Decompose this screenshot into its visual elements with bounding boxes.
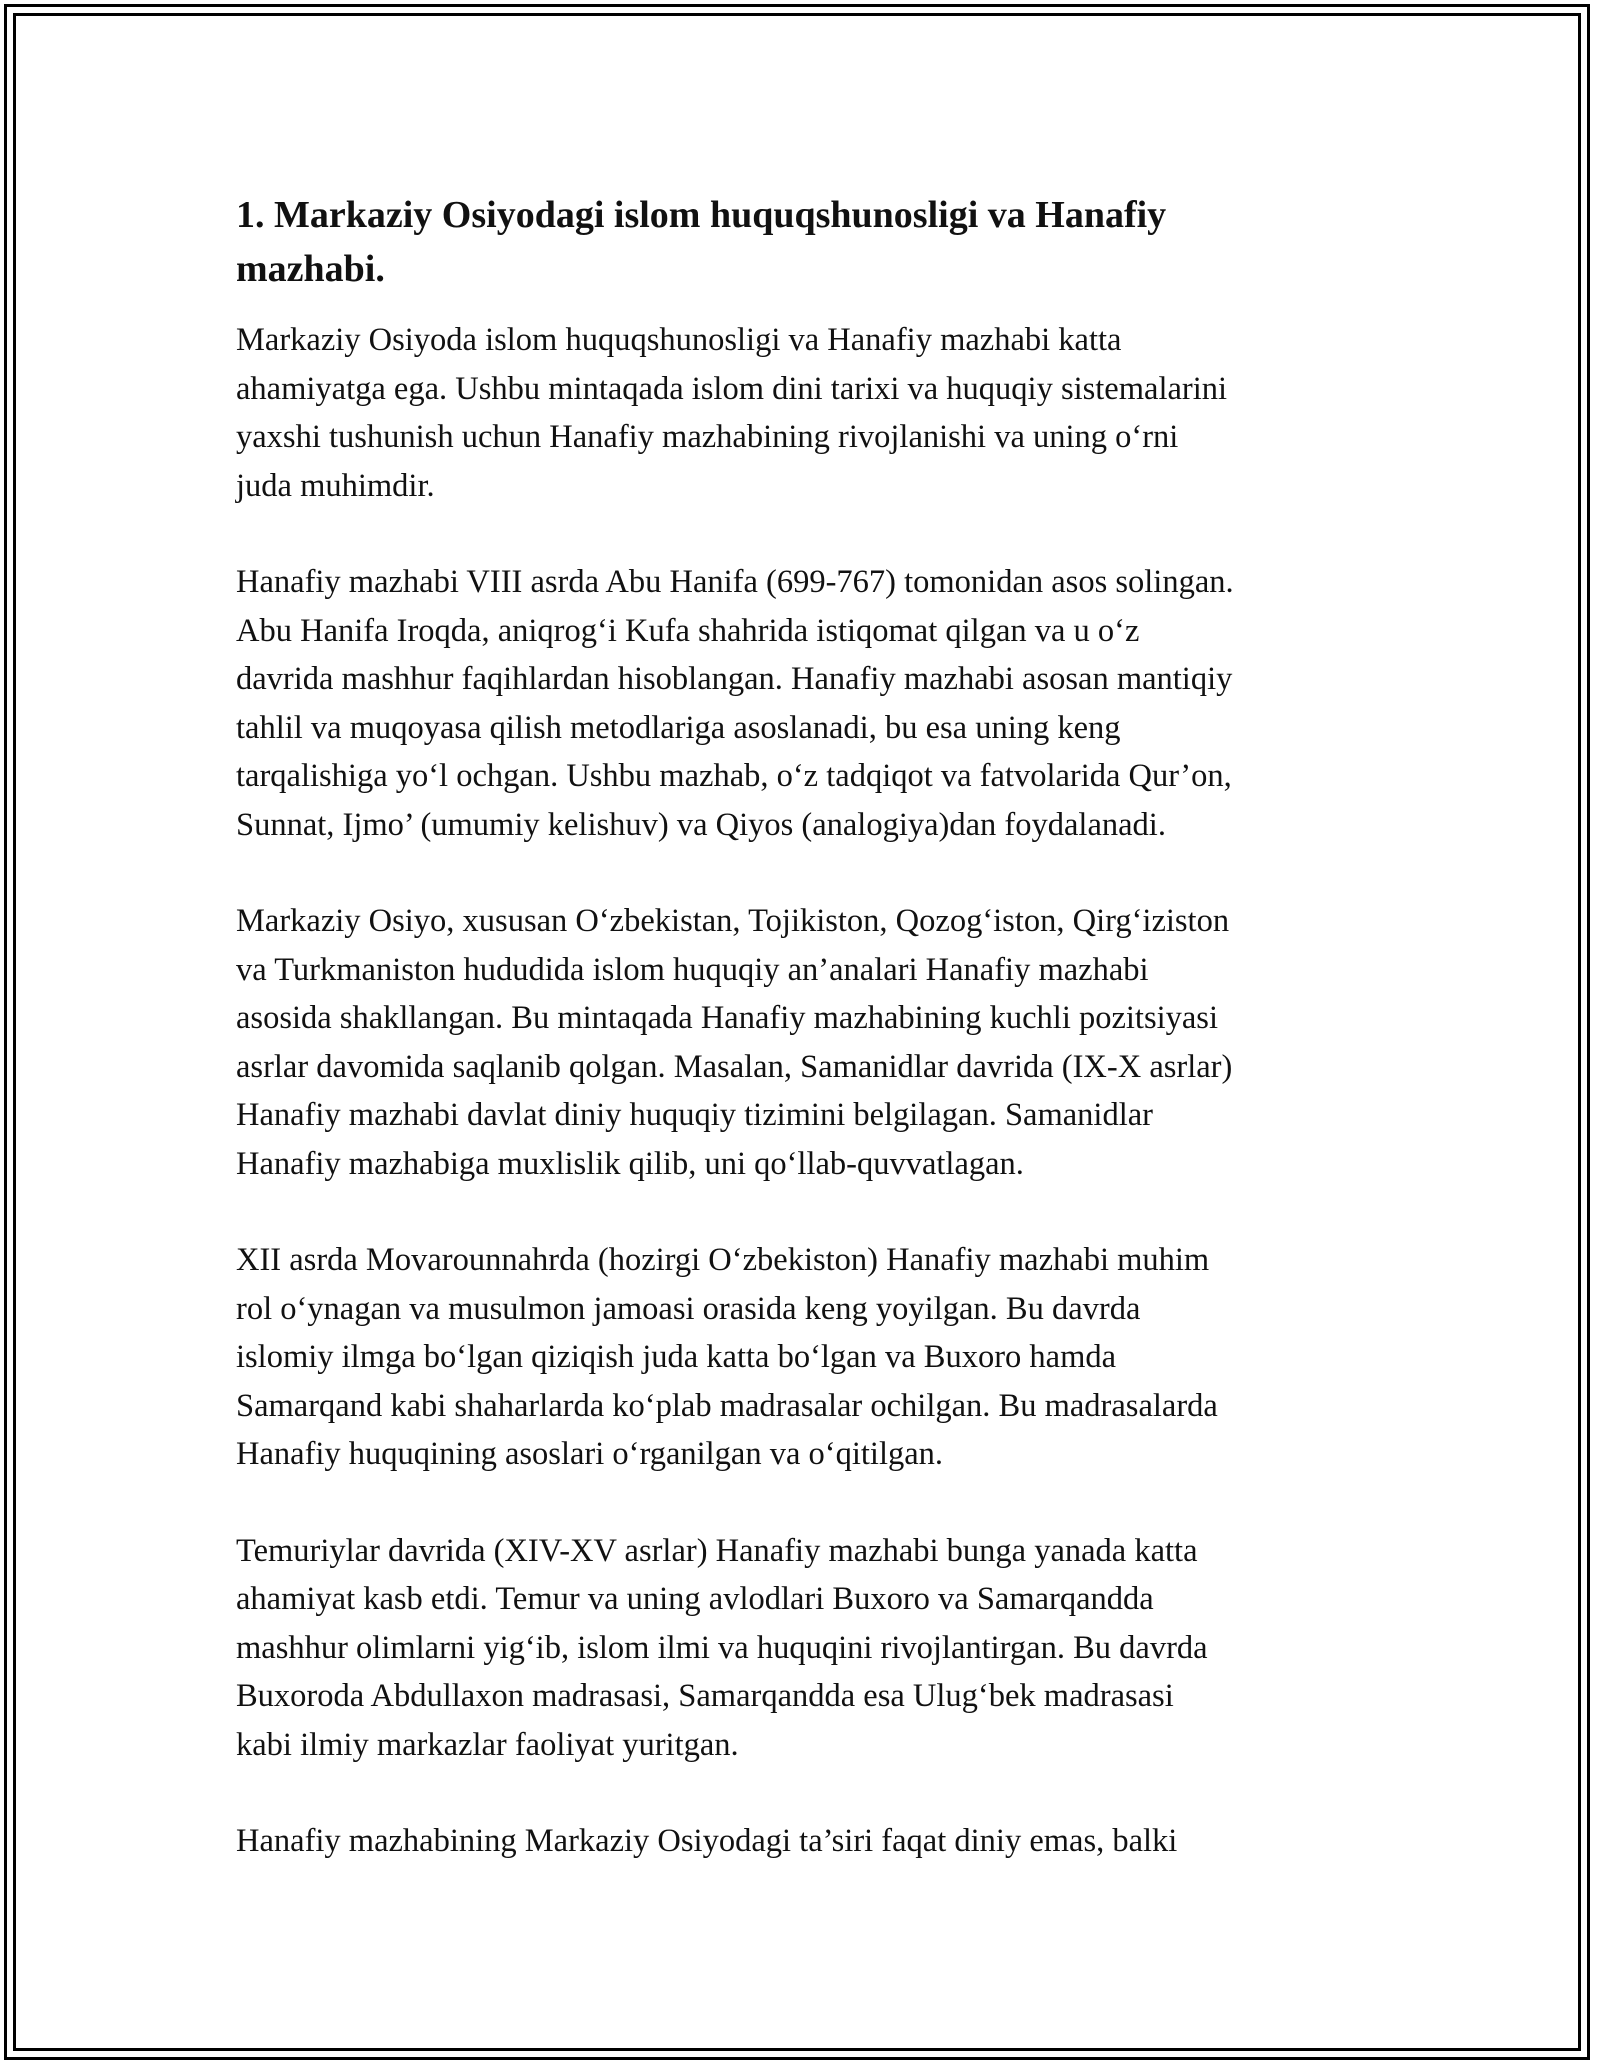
paragraph-2: Hanafiy mazhabi VIII asrda Abu Hanifa (699-767) tomonidan asos solingan. Abu Hanifa Iroqda, aniqrog‘i Kufa shahrida istiqomat qilgan va u o‘z davrida mashhur faqihlardan hisoblangan. Hanafiy mazhabi asosan mantiqiy tahlil va muqoyasa qilish metodlariga asoslanadi, bu esa uning keng tarqalishiga yo‘l ochgan. Ushbu mazhab, o‘z tadqiqot va fatvolarida Qur’on, Sunnat, Ijmo’ (umumiy kelishuv) va Qiyos (analogiya)dan foydalanadi. [236,564,1234,843]
paragraph-3: Markaziy Osiyo, xususan O‘zbekistan, Tojikiston, Qozog‘iston, Qirg‘iziston va Turkmaniston hududida islom huquqiy an’analari Hanafiy mazhabi asosida shakllangan. Bu mintaqada Hanafiy mazhabining kuchli pozitsiyasi asrlar davomida saqlanib qolgan. Masalan, Samanidlar davrida (IX-X asrlar) Hanafiy mazhabi davlat diniy huquqiy tizimini belgilagan. Samanidlar Hanafiy mazhabiga muxlislik qilib, uni qo‘llab-quvvatlagan. [236,903,1233,1182]
paragraph-1: Markaziy Osiyoda islom huquqshunosligi va Hanafiy mazhabi katta ahamiyatga ega. Ushbu mintaqada islom dini tarixi va huquqiy sistemalarini yaxshi tushunish uchun Hanafiy mazhabining rivojlanishi va uning o‘rni juda muhimdir. [236,322,1228,504]
paragraph-4: XII asrda Movarounnahrda (hozirgi O‘zbekiston) Hanafiy mazhabi muhim rol o‘ynagan va musulmon jamoasi orasida keng yoyilgan. Bu davrda islomiy ilmga bo‘lgan qiziqish juda katta bo‘lgan va Buxoro hamda Samarqand kabi shaharlarda ko‘plab madrasalar ochilgan. Bu madrasalarda Hanafiy huquqining asoslari o‘rganilgan va o‘qitilgan. [236,1242,1218,1472]
section-heading: 1. Markaziy Osiyodagi islom huquqshunosligi va Hanafiy mazhabi. [236,194,1167,290]
document-page [236,188,1376,1914]
paragraph-5: Temuriylar davrida (XIV-XV asrlar) Hanafiy mazhabi bunga yanada katta ahamiyat kasb etdi. Temur va uning avlodlari Buxoro va Samarqandda mashhur olimlarni yig‘ib, islom ilmi va huquqini rivojlantirgan. Bu davrda Buxoroda Abdullaxon madrasasi, Samarqandda esa Ulug‘bek madrasasi kabi ilmiy markazlar faoliyat yuritgan. [236,1532,1208,1763]
paragraph-6: Hanafiy mazhabining Markaziy Osiyodagi ta’siri faqat diniy emas, balki [236,1823,1178,1859]
